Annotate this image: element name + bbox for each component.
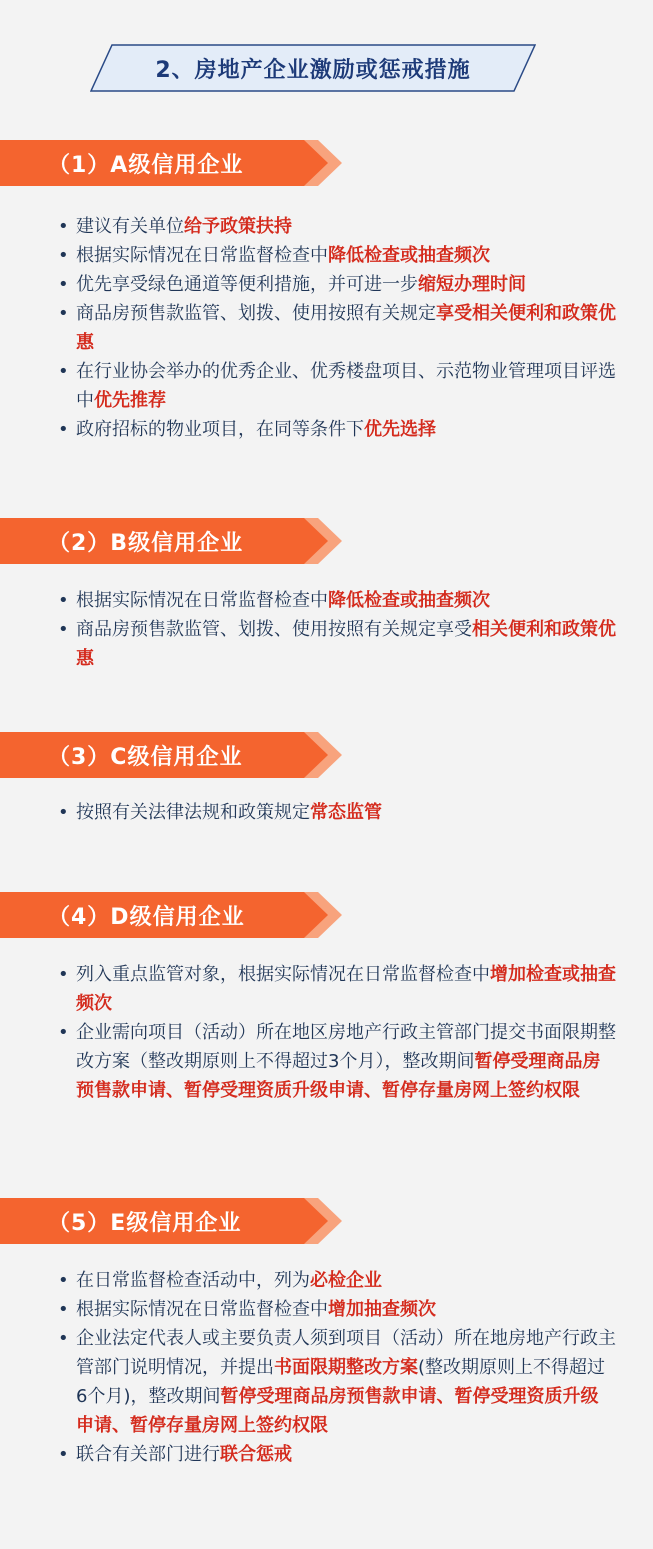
list-item: • 建议有关单位给予政策扶持 xyxy=(58,216,292,237)
list-item: • 企业法定代表人或主要负责人须到项目（活动）所在地房地产行政主管部门说明情况，并提出书面限期整改方案(整改期原则上不得超过6个月)，整改期间暂停受理商品房预售款申请、暂停受理资质升级申请、暂停存量房网上签约权限 xyxy=(58,1328,616,1436)
section-header-c xyxy=(0,732,345,778)
title-banner xyxy=(90,44,536,92)
list-item: • 在日常监督检查活动中，列为必检企业 xyxy=(58,1270,382,1291)
section-title: （1）A级信用企业 xyxy=(48,152,244,178)
section-header-a xyxy=(0,140,345,186)
list-item: • 根据实际情况在日常监督检查中降低检查或抽查频次 xyxy=(58,590,490,611)
list-item: • 按照有关法律法规和政策规定常态监管 xyxy=(58,802,382,823)
list-item: • 根据实际情况在日常监督检查中增加抽查频次 xyxy=(58,1299,436,1320)
section-title: （4）D级信用企业 xyxy=(48,904,245,930)
section-c-list xyxy=(56,798,616,827)
section-title: （2）B级信用企业 xyxy=(48,530,244,556)
list-item: • 根据实际情况在日常监督检查中降低检查或抽查频次 xyxy=(58,245,490,266)
section-title: （3）C级信用企业 xyxy=(48,744,243,770)
list-item: • 商品房预售款监管、划拨、使用按照有关规定享受相关便利和政策优惠 xyxy=(58,619,616,669)
list-item: • 列入重点监管对象，根据实际情况在日常监督检查中增加检查或抽查频次 xyxy=(58,964,616,1014)
list-item: • 商品房预售款监管、划拨、使用按照有关规定享受相关便利和政策优惠 xyxy=(58,303,616,353)
list-item: • 在行业协会举办的优秀企业、优秀楼盘项目、示范物业管理项目评选中优先推荐 xyxy=(58,361,616,411)
section-header-b xyxy=(0,518,345,564)
section-a-list xyxy=(56,212,616,444)
list-item: • 联合有关部门进行联合惩戒 xyxy=(58,1444,292,1465)
section-b-list xyxy=(56,586,616,673)
list-item: • 企业需向项目（活动）所在地区房地产行政主管部门提交书面限期整改方案（整改期原则上不得超过3个月），整改期间暂停受理商品房预售款申请、暂停受理资质升级申请、暂停存量房网上签约权限 xyxy=(58,1022,616,1101)
list-item: • 优先享受绿色通道等便利措施，并可进一步缩短办理时间 xyxy=(58,274,526,295)
page-title: 2、房地产企业激励或惩戒措施 xyxy=(155,57,471,83)
section-header-d xyxy=(0,892,345,938)
section-e-list xyxy=(56,1266,616,1469)
section-title: （5）E级信用企业 xyxy=(48,1210,242,1236)
section-d-list xyxy=(56,960,616,1105)
list-item: • 政府招标的物业项目，在同等条件下优先选择 xyxy=(58,419,436,440)
section-header-e xyxy=(0,1198,345,1244)
